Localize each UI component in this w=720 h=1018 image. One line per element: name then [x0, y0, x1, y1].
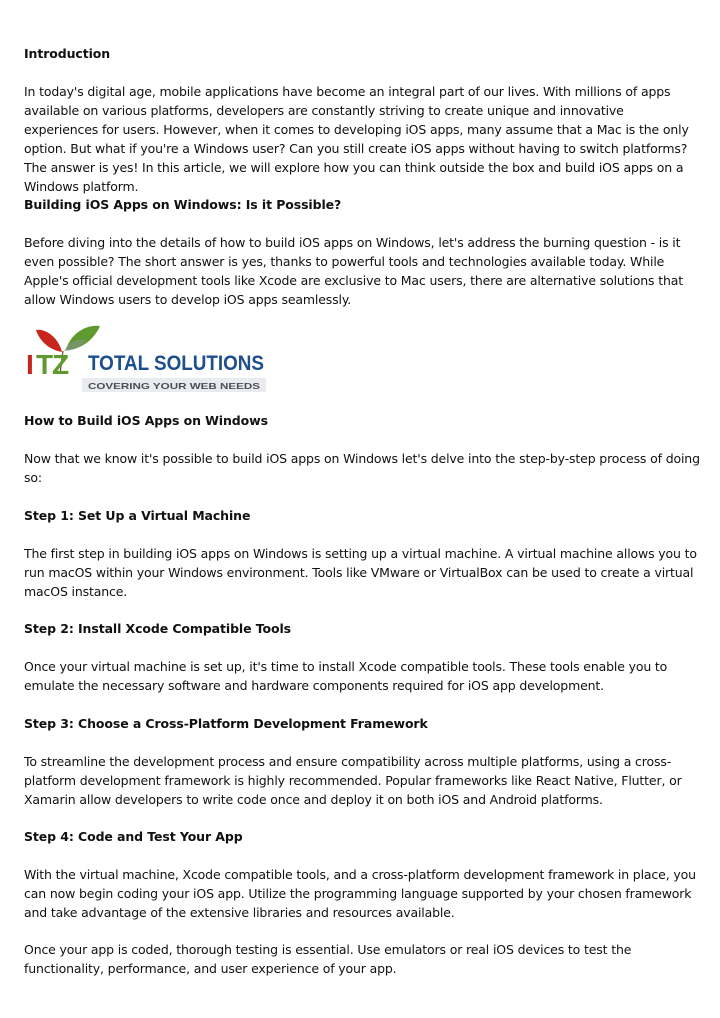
logo-letter-i: I	[26, 349, 34, 380]
step3-paragraph: To streamline the development process and ensure compatibility across multiple platforms, using a cross-platform development framework is highly recommended. Popular frameworks like React Native, Flutter, or Xamarin allow developers to write code once and deploy it on both iOS and Android platforms.	[24, 754, 682, 807]
step2-paragraph: Once your virtual machine is set up, it's time to install Xcode compatible tools. These tools enable you to emulate the necessary software and hardware components required for iOS app development.	[24, 659, 668, 693]
step2-heading: Step 2: Install Xcode Compatible Tools	[24, 621, 291, 636]
possible-paragraph: Before diving into the details of how to build iOS apps on Windows, let's address the burning question - is it even possible? The short answer is yes, thanks to powerful tools and technologies available today. While Apple's official development tools like Xcode are exclusive to Mac users, there are alternative solutions that allow Windows users to develop iOS apps seamlessly.	[24, 235, 684, 307]
itz-total-solutions-logo	[24, 322, 268, 396]
step1-paragraph: The first step in building iOS apps on Windows is setting up a virtual machine. A virtual machine allows you to run macOS within your Windows environment. Tools like VMware or VirtualBox can be used to create a virtual macOS instance.	[24, 546, 697, 599]
logo-brand-text: TOTAL SOLUTIONS	[88, 352, 264, 375]
logo-graphic	[24, 322, 268, 396]
step1-heading: Step 1: Set Up a Virtual Machine	[24, 508, 251, 523]
testing-paragraph: Once your app is coded, thorough testing is essential. Use emulators or real iOS devices to test the functionality, performance, and user experience of your app.	[24, 942, 632, 976]
step4-heading: Step 4: Code and Test Your App	[24, 829, 243, 844]
how-paragraph: Now that we know it's possible to build iOS apps on Windows let's delve into the step-by-step process of doing so:	[24, 451, 700, 485]
how-heading: How to Build iOS Apps on Windows	[24, 413, 268, 428]
possible-heading: Building iOS Apps on Windows: Is it Possible?	[24, 197, 342, 212]
step3-heading: Step 3: Choose a Cross-Platform Development Framework	[24, 716, 428, 731]
logo-letter-t: T	[36, 349, 54, 380]
intro-paragraph: In today's digital age, mobile applications have become an integral part of our lives. With millions of apps available on various platforms, developers are constantly striving to create unique and innovative experiences for users. However, when it comes to developing iOS apps, many assume that a Mac is the only option. But what if you're a Windows user? Can you still create iOS apps without having to switch platforms? The answer is yes! In this article, we will explore how you can think outside the box and build iOS apps on a Windows platform.	[24, 84, 689, 194]
logo-letter-z: Z	[52, 349, 70, 380]
intro-heading: Introduction	[24, 46, 111, 61]
step4-paragraph: With the virtual machine, Xcode compatible tools, and a cross-platform development framework in place, you can now begin coding your iOS app. Utilize the programming language supported by your chosen framework and take advantage of the extensive libraries and resources available.	[24, 867, 696, 920]
logo-tagline-text: COVERING YOUR WEB NEEDS	[88, 381, 261, 391]
